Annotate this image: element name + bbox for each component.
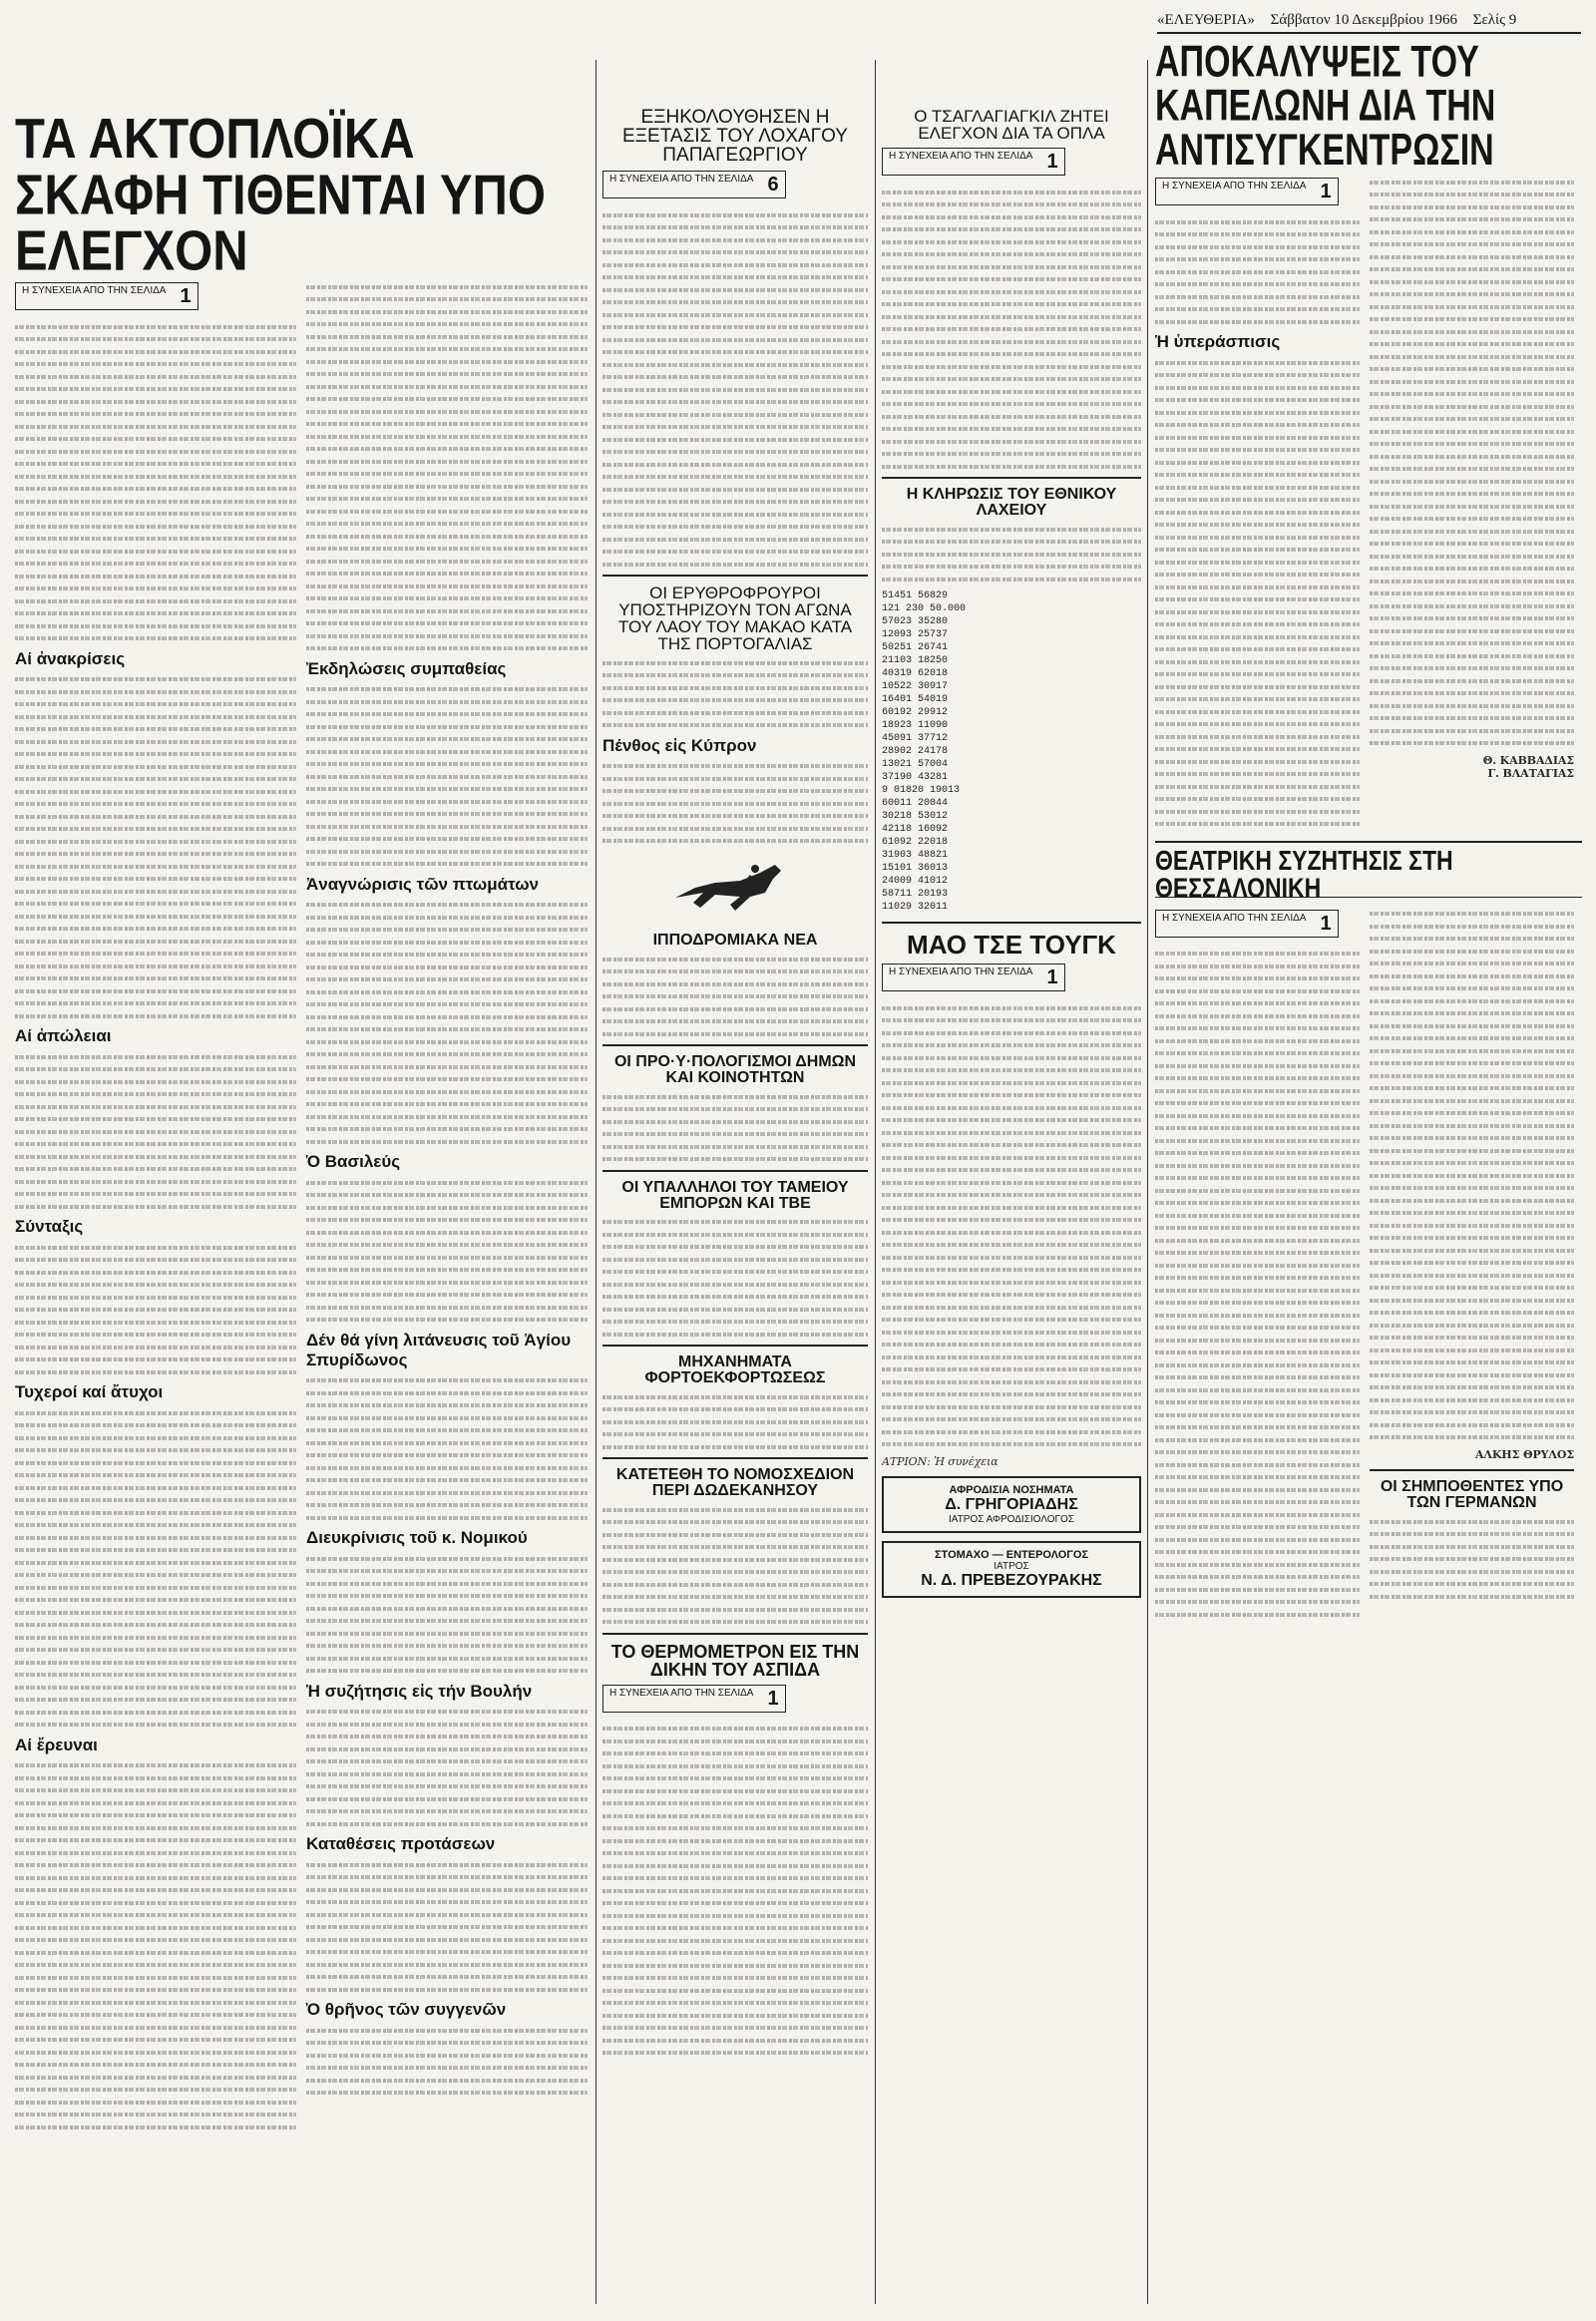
column-middle: [602, 0, 868, 2321]
divider: [602, 1044, 868, 1046]
body-text: [882, 1006, 1141, 1447]
continuation-box: 1 Η ΣΥΝΕΧΕΙΑ ΑΠΟ ΤΗΝ ΣΕΛΙΔΑ: [882, 148, 1065, 176]
subheading: Ἡ συζήτησις εἰς τήν Βουλήν: [306, 1681, 533, 1701]
subheading: Τυχεροί καί ἄτυχοι: [15, 1382, 164, 1401]
headline-mao: ΜΑΟ ΤΣΕ ΤΟΥΓΚ: [907, 930, 1116, 960]
body-text: [602, 764, 868, 843]
article-text-left: [15, 276, 296, 2137]
body-text: [306, 1378, 588, 1520]
signature: Γ. ΒΛΑΤΑΓΙΑΣ: [1487, 767, 1574, 781]
headline-lottery: Η ΚΛΗΡΩΣΙΣ ΤΟΥ ΕΘΝΙΚΟΥ ΛΑΧΕΙΟΥ: [906, 486, 1117, 519]
subheading: Δέν θά γίνη λιτάνευσις τοῦ Ἁγίου Σπυρίδωνος: [306, 1330, 572, 1369]
body-text: [306, 687, 588, 866]
body-text: [1370, 912, 1574, 1439]
body-text: [602, 213, 868, 567]
advertisement: ΑΦΡΟΔΙΣΙΑ ΝΟΣΗΜΑΤΑ Δ. ΓΡΗΓΟΡΙΑΔΗΣ ΙΑΤΡΟΣ ΑΦΡΟΔΙΣΙΟΛΟΓΟΣ: [882, 1476, 1141, 1533]
advertisement: ΣΤΟΜΑΧΟ — ΕΝΤΕΡΟΛΟΓΟΣ ΙΑΤΡΟΣ Ν. Δ. ΠΡΕΒΕΖΟΥΡΑΚΗΣ: [882, 1541, 1141, 1598]
divider: [602, 1457, 868, 1459]
subheading: Ὁ θρῆνος τῶν συγγενῶν: [306, 2000, 507, 2019]
divider: [882, 477, 1141, 479]
horse-racing-illustration-icon: [655, 853, 815, 923]
body-text: [306, 1557, 588, 1674]
body-text: [882, 528, 1141, 581]
column-rule: [596, 60, 597, 2304]
body-text: [306, 1710, 588, 1826]
body-text: [306, 903, 588, 1144]
continuation-box: 6 Η ΣΥΝΕΧΕΙΑ ΑΠΟ ΤΗΝ ΣΕΛΙΔΑ: [602, 171, 786, 198]
body-text: [882, 191, 1141, 469]
divider: [602, 575, 868, 577]
body-text: [306, 1181, 588, 1323]
body-text: [15, 325, 296, 641]
subheading: Ὁ Βασιλεύς: [306, 1152, 401, 1171]
headline-dodecanese: ΚΑΤΕΤΕΘΗ ΤΟ ΝΟΜΟΣΧΕΔΙΟΝ ΠΕΡΙ ΔΩΔΕΚΑΝΗΣΟΥ: [615, 1466, 855, 1499]
divider: [1370, 1469, 1574, 1471]
subheading: Διευκρίνισις τοῦ κ. Νομικού: [306, 1528, 528, 1547]
horse-news-title: ΙΠΠΟΔΡΟΜΙΑΚΑ ΝΕΑ: [652, 932, 818, 949]
body-text: [15, 1246, 296, 1374]
headline-thermometer: ΤΟ ΘΕΡΜΟΜΕΤΡΟΝ ΕΙΣ ΤΗΝ ΔΙΚΗΝ ΤΟΥ ΑΣΠΙΔΑ: [610, 1641, 860, 1680]
body-text: [1370, 181, 1574, 746]
headline-kapeloni: ΑΠΟΚΑΛΥΨΕΙΣ ΤΟΥ ΚΑΠΕΛΩΝΗ ΔΙΑ ΤΗΝ ΑΝΤΙΣΥΓΚΕΝΤΡΩΣΙΝ: [1155, 37, 1496, 176]
body-text: [1155, 952, 1360, 1617]
continuation-box: 1 Η ΣΥΝΕΧΕΙΑ ΑΠΟ ΤΗΝ ΣΕΛΙΔΑ: [1155, 910, 1339, 938]
headline-makao: ΟΙ ΕΡΥΘΡΟΦΡΟΥΡΟΙ ΥΠΟΣΤΗΡΙΖΟΥΝ ΤΟΝ ΑΓΩΝΑ ΤΟΥ ΛΑΟΥ ΤΟΥ ΜΑΚΑΟ ΚΑΤΑ ΤΗΣ ΠΟΡΤΟΓΑΛΙΑΣ: [617, 583, 853, 653]
column-left: [15, 0, 589, 2321]
divider: [602, 1170, 868, 1172]
issue-date: Σάββατον 10 Δεκεμβρίου 1966: [1270, 12, 1457, 28]
column-rule: [1147, 60, 1148, 2304]
body-text: [306, 2029, 588, 2096]
subheading: Καταθέσεις προτάσεων: [306, 1834, 496, 1853]
body-text: [15, 1411, 296, 1728]
subheading: Αί ἀπώλειαι: [15, 1026, 112, 1045]
divider: [602, 1633, 868, 1635]
signature: ΑΛΚΗΣ ΘΡΥΛΟΣ: [1474, 1447, 1574, 1461]
body-text: [602, 1095, 868, 1162]
body-text: [602, 1395, 868, 1449]
subheading: Αί ἔρευναι: [15, 1735, 98, 1754]
body-text: [1155, 220, 1360, 324]
page-number: Σελίς 9: [1472, 12, 1517, 28]
continuation-box: 1 Η ΣΥΝΕΧΕΙΑ ΑΠΟ ΤΗΝ ΣΕΛΙΔΑ: [15, 282, 199, 310]
body-text: [1155, 361, 1360, 827]
headline-employees: ΟΙ ΥΠΑΛΛΗΛΟΙ ΤΟΥ ΤΑΜΕΙΟΥ ΕΜΠΟΡΩΝ ΚΑΙ ΤΒΕ: [621, 1178, 849, 1212]
article-text-right: [306, 276, 588, 2137]
subheading: Πένθος εἰς Κύπρον: [602, 735, 757, 755]
headline-theatre: ΘΕΑΤΡΙΚΗ ΣΥΖΗΤΗΣΙΣ ΣΤΗ ΘΕΣΣΑΛΟΝΙΚΗ: [1155, 844, 1453, 903]
subheading: Σύνταξις: [15, 1217, 84, 1236]
body-text: [602, 1727, 868, 2055]
body-text: [15, 1763, 296, 2129]
subheading: Ἡ ὑπεράσπισις: [1155, 332, 1281, 351]
column-right: [1155, 0, 1582, 2321]
continuation-box: 1 Η ΣΥΝΕΧΕΙΑ ΑΠΟ ΤΗΝ ΣΕΛΙΔΑ: [882, 964, 1065, 991]
body-text: [15, 1055, 296, 1209]
body-text: [1370, 1520, 1574, 1599]
continued-tomorrow: ΑΤΡΙΟΝ: Ἡ συνέχεια: [882, 1454, 998, 1468]
continuation-box: 1 Η ΣΥΝΕΧΕΙΑ ΑΠΟ ΤΗΝ ΣΕΛΙΔΑ: [602, 1685, 786, 1713]
body-text: [306, 1863, 588, 1992]
headline-papageorgiou: ΕΞΗΚΟΛΟΥΘΗΣΕΝ Η ΕΞΕΤΑΣΙΣ ΤΟΥ ΛΟΧΑΓΟΥ ΠΑΠΑΓΕΩΡΓΙΟΥ: [622, 107, 848, 166]
main-headline: ΤΑ ΑΚΤΟΠΛΟΪΚΑ ΣΚΑΦΗ ΤΙΘΕΝΤΑΙ ΥΠΟ ΕΛΕΓΧΟΝ: [15, 108, 547, 283]
headline-tsaglagiagkil: Ο ΤΣΑΓΛΑΓΙΑΓΚΙΛ ΖΗΤΕΙ ΕΛΕΓΧΟΝ ΔΙΑ ΤΑ ΟΠΛΑ: [914, 107, 1109, 143]
body-text: [15, 677, 296, 1018]
subheading: Αί ἀνακρίσεις: [15, 648, 126, 668]
continuation-box: 1 Η ΣΥΝΕΧΕΙΑ ΑΠΟ ΤΗΝ ΣΕΛΙΔΑ: [1155, 178, 1339, 205]
divider: [602, 1345, 868, 1347]
body-text: [306, 285, 588, 651]
divider: [882, 922, 1141, 924]
body-text: [602, 1220, 868, 1337]
body-text: [602, 958, 868, 1036]
body-text: [602, 1508, 868, 1625]
signature: Θ. ΚΑΒΒΑΔΙΑΣ: [1482, 753, 1574, 767]
headline-machinery: ΜΗΧΑΝΗΜΑΤΑ ΦΟΡΤΟΕΚΦΟΡΤΩΣΕΩΣ: [644, 1354, 826, 1386]
subheading: Ἀναγνώρισις τῶν πτωμάτων: [306, 874, 540, 894]
column-center: [882, 0, 1141, 2321]
headline-germans: ΟΙ ΣΗΜΠΟΘΕΝΤΕΣ ΥΠΟ ΤΩΝ ΓΕΡΜΑΝΩΝ: [1380, 1478, 1564, 1512]
paper-name: «ΕΛΕΥΘΕΡΙΑ»: [1157, 12, 1255, 28]
headline-budgets: ΟΙ ΠΡΟ·Υ·ΠΟΛΟΓΙΣΜΟΙ ΔΗΜΩΝ ΚΑΙ ΚΟΙΝΟΤΗΤΩΝ: [613, 1053, 857, 1086]
lottery-numbers: 51451 56829 121 230 50.000 57023 35280 12093 25737 50251 26741 21103 18250 40319 62018 10522 30917 16401 54019 60192 29912 18923 11090 45091 37712 28902 24178 13021 57004 37190 43281 9 01820 19013 60011 20044 30218 53012 42118 16092 61092 22018 31903 48821 15101 36013 24009 41012 58711 20193 11029 32011: [882, 590, 967, 913]
column-rule: [875, 60, 876, 2304]
subheading: Ἐκδηλώσεις συμπαθείας: [306, 658, 507, 678]
theatre-headline-box: [1155, 841, 1582, 903]
body-text: [602, 661, 868, 728]
